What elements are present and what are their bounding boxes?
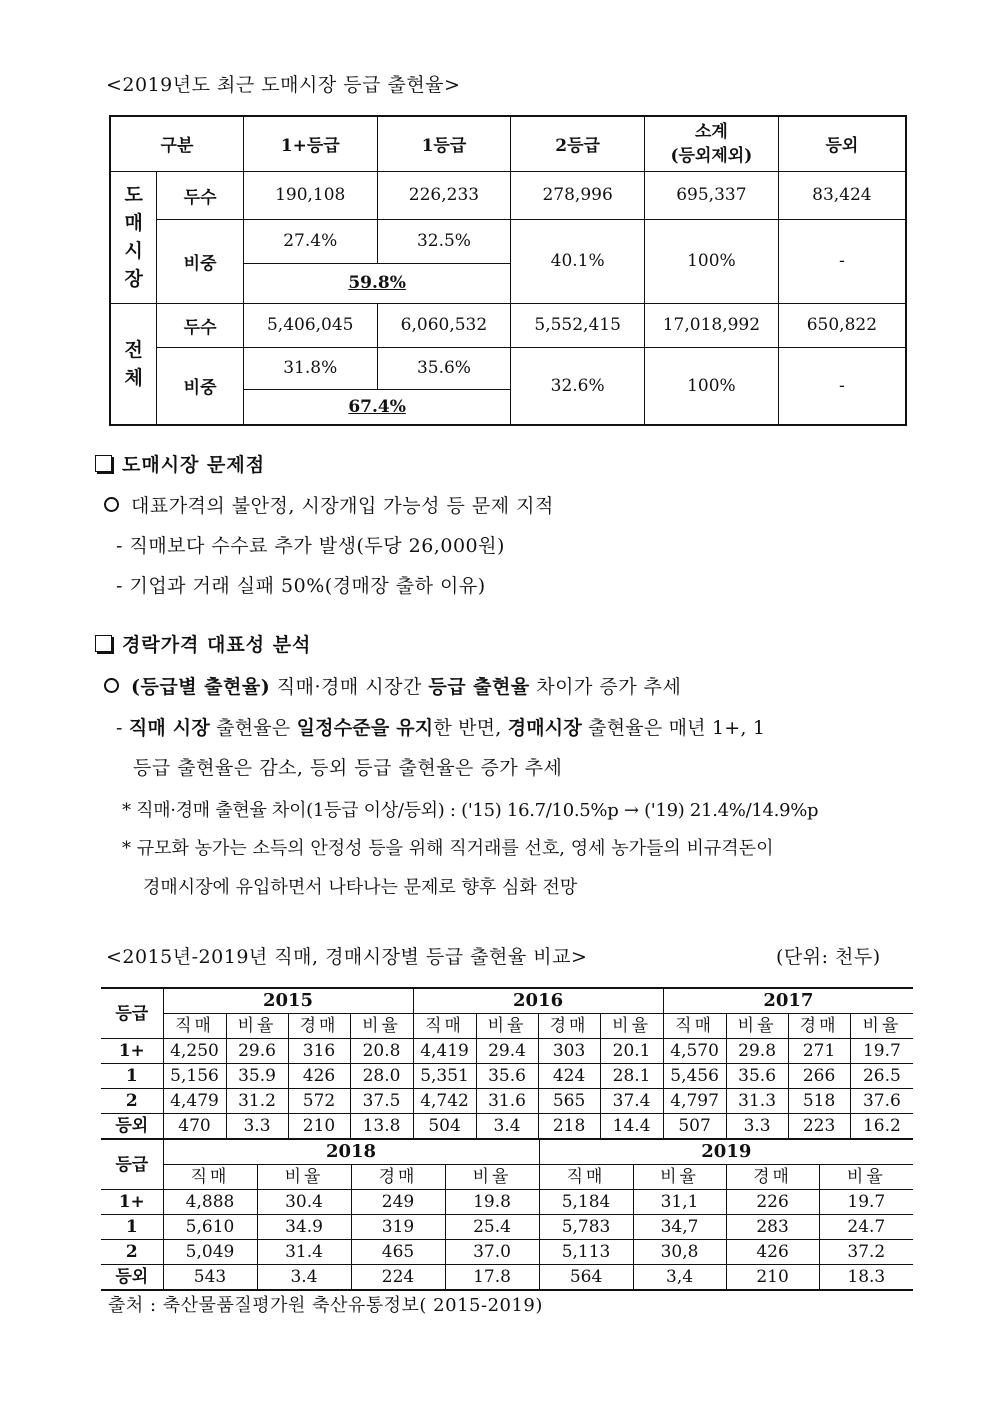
table-cell: 20.1 [600, 1039, 663, 1064]
table-cell: 31.6 [476, 1089, 538, 1114]
table-cell: 19.7 [850, 1039, 913, 1064]
section2-bullet-bold: (등급별 출현율) [131, 676, 271, 698]
table-cell: 224 [351, 1265, 445, 1291]
section2-dash-prefix: - [116, 717, 129, 739]
total-count-subtotal: 17,018,992 [645, 303, 779, 347]
table-cell: 4,250 [163, 1039, 226, 1064]
table-cell: 37.6 [850, 1089, 913, 1114]
grade-rate-comparison-table [101, 987, 913, 1139]
grade-rate-table-2019 [109, 115, 907, 426]
sub-header-2018-3: 비율 [445, 1165, 539, 1190]
table-cell: 29.6 [226, 1039, 288, 1064]
table-cell: 13.8 [350, 1114, 413, 1139]
header-subtotal [645, 116, 779, 171]
year-2017: 2017 [663, 988, 913, 1014]
total-char-2: 체 [124, 366, 143, 389]
table-row [101, 1114, 913, 1139]
table-row [101, 1089, 913, 1114]
sub-header-2018-0: 직매 [163, 1165, 257, 1190]
table-cell: 5,783 [539, 1215, 633, 1240]
section2-note2-line2: 경매시장에 유입하면서 나타나는 문제로 향후 심화 전망 [143, 877, 578, 898]
table-row [101, 1190, 913, 1215]
section1-bullet [104, 491, 554, 518]
table-cell: 226 [726, 1190, 819, 1215]
table-row [101, 1039, 913, 1064]
table-cell: 35.6 [476, 1064, 538, 1089]
table-cell: 31.4 [257, 1240, 351, 1265]
table-cell: 37.5 [350, 1089, 413, 1114]
table-cell: 34,7 [633, 1215, 726, 1240]
table-cell: 283 [726, 1215, 819, 1240]
table-cell: 25.4 [445, 1215, 539, 1240]
section2-bullet [104, 672, 681, 699]
wholesale-char-3: 시 [124, 240, 143, 262]
table-cell: 4,419 [413, 1039, 476, 1064]
section2-note1: * 직매·경매 출현율 차이(1등급 이상/등외) : ('15) 16.7/10.5%p → ('19) 21.4%/14.9%p [122, 800, 819, 821]
grade-rate-comparison-table-2018-2019 [101, 1139, 913, 1291]
grade-label: 등외 [101, 1114, 163, 1139]
header-category: 구분 [110, 116, 243, 171]
total-count-label: 두수 [157, 303, 244, 347]
table-row [101, 1240, 913, 1265]
table-cell: 4,570 [663, 1039, 726, 1064]
sub-header-2018-1: 비율 [257, 1165, 351, 1190]
sub-header-2016-2: 경매 [538, 1014, 600, 1039]
grade-label: 2 [101, 1240, 163, 1265]
section2-dash-t2: 한 반면, [433, 717, 508, 739]
table-cell: 504 [413, 1114, 476, 1139]
table-cell: 37.2 [819, 1240, 913, 1265]
table-cell: 210 [288, 1114, 350, 1139]
section1-dash1: - 직매보다 수수료 추가 발생(두당 26,000원) [116, 535, 505, 557]
header-off-grade: 등외 [778, 116, 906, 171]
table-cell: 35.6 [726, 1064, 788, 1089]
header-grade-1plus: 1+등급 [243, 116, 377, 171]
section1-heading [95, 450, 265, 477]
table-cell: 37.4 [600, 1089, 663, 1114]
header-subtotal-line2: (등외제외) [670, 145, 753, 166]
table-cell: 19.7 [819, 1190, 913, 1215]
table-cell: 507 [663, 1114, 726, 1139]
table-cell: 210 [726, 1265, 819, 1291]
grade-header-top: 등급 [101, 988, 163, 1039]
sub-header-2016-3: 비율 [600, 1014, 663, 1039]
total-ratio-combined [243, 389, 510, 425]
sub-header-2015-0: 직매 [163, 1014, 226, 1039]
header-subtotal-line1: 소계 [694, 121, 728, 142]
table-cell: 37.0 [445, 1240, 539, 1265]
wholesale-ratio-1plus: 27.4% [243, 219, 377, 263]
sub-header-2018-2: 경매 [351, 1165, 445, 1190]
table-cell: 3.3 [226, 1114, 288, 1139]
total-ratio-combined-value: 67.4% [348, 396, 406, 417]
table-cell: 29.8 [726, 1039, 788, 1064]
sub-header-2019-3: 비율 [819, 1165, 913, 1190]
sub-header-2017-1: 비율 [726, 1014, 788, 1039]
total-ratio-1: 35.6% [377, 347, 511, 389]
wholesale-count-1plus: 190,108 [243, 171, 377, 219]
table2-unit: (단위: 천두) [776, 946, 881, 968]
section2-dash-line2: 등급 출현율은 감소, 등외 등급 출현율은 증가 추세 [133, 757, 563, 779]
wholesale-ratio-subtotal: 100% [645, 219, 779, 303]
wholesale-ratio-off: - [778, 219, 906, 303]
circle-bullet-icon [104, 497, 119, 512]
total-ratio-2: 32.6% [511, 347, 645, 425]
wholesale-count-off: 83,424 [778, 171, 906, 219]
sub-header-2015-1: 비율 [226, 1014, 288, 1039]
table-cell: 3,4 [633, 1265, 726, 1291]
wholesale-char-4: 장 [124, 268, 143, 290]
wholesale-count-2: 278,996 [511, 171, 645, 219]
wholesale-ratio-combined-value: 59.8% [348, 273, 406, 293]
table-cell: 14.4 [600, 1114, 663, 1139]
wholesale-count-1: 226,233 [377, 171, 511, 219]
checkbox-square-icon [95, 635, 112, 652]
table-cell: 572 [288, 1089, 350, 1114]
wholesale-ratio-label: 비중 [157, 219, 244, 303]
section2-note2-line1: * 규모화 농가는 소득의 안정성 등을 위해 직거래를 선호, 영세 농가들의 비규격돈이 [122, 838, 774, 859]
table-cell: 28.0 [350, 1064, 413, 1089]
wholesale-ratio-combined [243, 263, 510, 303]
table-cell: 470 [163, 1114, 226, 1139]
table-cell: 518 [788, 1089, 850, 1114]
table-cell: 5,113 [539, 1240, 633, 1265]
table-cell: 28.1 [600, 1064, 663, 1089]
table-cell: 5,156 [163, 1064, 226, 1089]
table-cell: 564 [539, 1265, 633, 1291]
table-row [101, 1215, 913, 1240]
section2-title: 경락가격 대표성 분석 [122, 634, 312, 656]
table-cell: 18.3 [819, 1265, 913, 1291]
sub-header-2017-3: 비율 [850, 1014, 913, 1039]
table-cell: 17.8 [445, 1265, 539, 1291]
section2-bullet-mid: 직매·경매 시장간 [270, 676, 429, 698]
table-cell: 426 [288, 1064, 350, 1089]
row-label-wholesale [110, 171, 157, 303]
table-cell: 465 [351, 1240, 445, 1265]
table-cell: 5,049 [163, 1240, 257, 1265]
table-cell: 4,479 [163, 1089, 226, 1114]
table-row [101, 1064, 913, 1089]
wholesale-char-1: 도 [124, 184, 143, 206]
table-cell: 31.2 [226, 1089, 288, 1114]
wholesale-char-2: 매 [124, 212, 143, 234]
total-count-1: 6,060,532 [377, 303, 511, 347]
table-cell: 16.2 [850, 1114, 913, 1139]
table-cell: 303 [538, 1039, 600, 1064]
grade-label: 1+ [101, 1190, 163, 1215]
table-cell: 565 [538, 1089, 600, 1114]
table2-caption: <2015년-2019년 직매, 경매시장별 등급 출현율 비교> [106, 946, 588, 968]
table1-caption: <2019년도 최근 도매시장 등급 출현율> [106, 74, 461, 96]
table-cell: 424 [538, 1064, 600, 1089]
header-grade-1: 1등급 [377, 116, 511, 171]
table-cell: 218 [538, 1114, 600, 1139]
sub-header-2015-2: 경매 [288, 1014, 350, 1039]
year-2018: 2018 [163, 1140, 539, 1165]
section2-dash-t1: 출현율은 [209, 717, 297, 739]
table-cell: 319 [351, 1215, 445, 1240]
section2-dash-b2: 일정수준을 유지 [296, 717, 434, 739]
total-count-off: 650,822 [778, 303, 906, 347]
year-2019: 2019 [539, 1140, 913, 1165]
total-count-1plus: 5,406,045 [243, 303, 377, 347]
total-ratio-label: 비중 [157, 347, 244, 425]
wholesale-count-label: 두수 [157, 171, 244, 219]
wholesale-ratio-1: 32.5% [377, 219, 511, 263]
table-cell: 5,351 [413, 1064, 476, 1089]
sub-header-2017-0: 직매 [663, 1014, 726, 1039]
sub-header-2019-2: 경매 [726, 1165, 819, 1190]
table-cell: 26.5 [850, 1064, 913, 1089]
row-label-total [110, 303, 157, 425]
table-cell: 24.7 [819, 1215, 913, 1240]
circle-bullet-icon [104, 678, 119, 693]
table-cell: 5,610 [163, 1215, 257, 1240]
year-2016: 2016 [413, 988, 663, 1014]
total-ratio-off: - [778, 347, 906, 425]
total-ratio-1plus: 31.8% [243, 347, 377, 389]
grade-label: 등외 [101, 1265, 163, 1291]
total-count-2: 5,552,415 [511, 303, 645, 347]
table-cell: 35.9 [226, 1064, 288, 1089]
section1-dash2: - 기업과 거래 실패 50%(경매장 출하 이유) [116, 575, 486, 597]
table-cell: 30,8 [633, 1240, 726, 1265]
sub-header-2019-0: 직매 [539, 1165, 633, 1190]
table-cell: 3.3 [726, 1114, 788, 1139]
section2-bullet-end: 차이가 증가 추세 [529, 676, 682, 698]
total-ratio-subtotal: 100% [645, 347, 779, 425]
year-2015: 2015 [163, 988, 413, 1014]
table-cell: 19.8 [445, 1190, 539, 1215]
table-cell: 543 [163, 1265, 257, 1291]
table-cell: 5,456 [663, 1064, 726, 1089]
section2-dash-t3: 출현율은 매년 1+, 1 [581, 717, 766, 739]
table-cell: 4,888 [163, 1190, 257, 1215]
table-cell: 3.4 [476, 1114, 538, 1139]
sub-header-2016-0: 직매 [413, 1014, 476, 1039]
table-cell: 34.9 [257, 1215, 351, 1240]
sub-header-2017-2: 경매 [788, 1014, 850, 1039]
wholesale-ratio-2: 40.1% [511, 219, 645, 303]
table-cell: 223 [788, 1114, 850, 1139]
table-cell: 31,1 [633, 1190, 726, 1215]
table2-source: 출처 : 축산물품질평가원 축산유통정보( 2015-2019) [108, 1295, 543, 1316]
table-cell: 271 [788, 1039, 850, 1064]
table-cell: 3.4 [257, 1265, 351, 1291]
table-cell: 29.4 [476, 1039, 538, 1064]
sub-header-2016-1: 비율 [476, 1014, 538, 1039]
table-cell: 266 [788, 1064, 850, 1089]
table-cell: 4,742 [413, 1089, 476, 1114]
section2-bullet-bold2: 등급 출현율 [428, 676, 530, 698]
header-grade-2: 2등급 [511, 116, 645, 171]
grade-label: 1 [101, 1064, 163, 1089]
grade-label: 1 [101, 1215, 163, 1240]
section1-title: 도매시장 문제점 [122, 454, 266, 476]
table-row [101, 1265, 913, 1291]
table-cell: 426 [726, 1240, 819, 1265]
grade-header-bottom: 등급 [101, 1140, 163, 1190]
section2-dash-b3: 경매시장 [507, 717, 582, 739]
section1-bullet-text: 대표가격의 불안정, 시장개입 가능성 등 문제 지적 [131, 495, 554, 517]
checkbox-square-icon [95, 455, 112, 472]
table-cell: 316 [288, 1039, 350, 1064]
sub-header-2015-3: 비율 [350, 1014, 413, 1039]
section2-dash-b1: 직매 시장 [128, 717, 210, 739]
table-cell: 31.3 [726, 1089, 788, 1114]
total-char-1: 전 [124, 338, 143, 361]
table-cell: 5,184 [539, 1190, 633, 1215]
table-cell: 249 [351, 1190, 445, 1215]
table-cell: 20.8 [350, 1039, 413, 1064]
table-cell: 4,797 [663, 1089, 726, 1114]
section2-heading [95, 630, 311, 657]
sub-header-2019-1: 비율 [633, 1165, 726, 1190]
grade-label: 2 [101, 1089, 163, 1114]
table-cell: 30.4 [257, 1190, 351, 1215]
wholesale-count-subtotal: 695,337 [645, 171, 779, 219]
section2-dash [116, 713, 765, 740]
grade-label: 1+ [101, 1039, 163, 1064]
